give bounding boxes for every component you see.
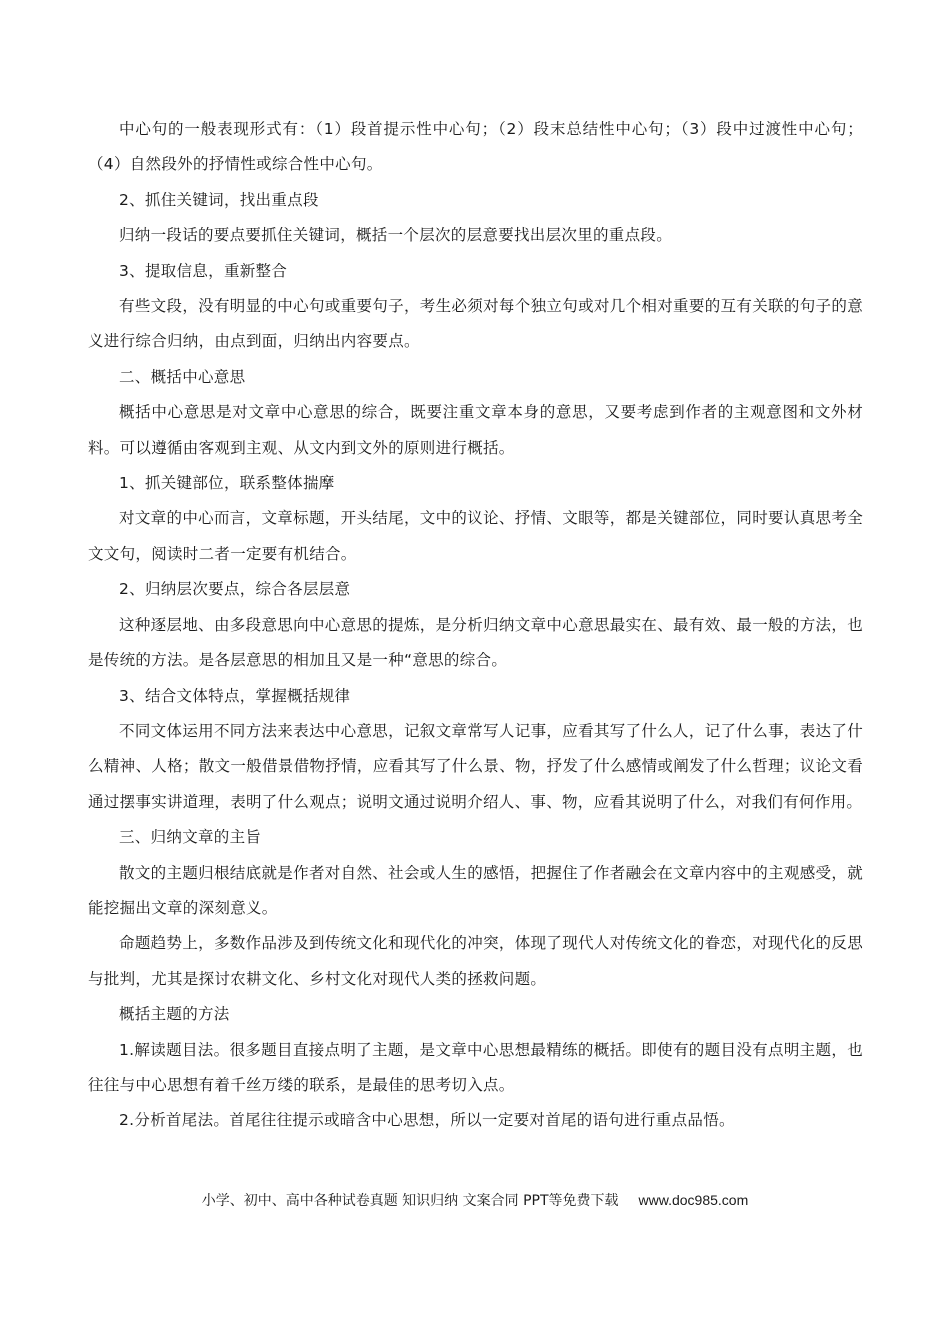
paragraph-method-title: 1.解读题目法。很多题目直接点明了主题，是文章中心思想最精练的概括。即使有的题目没有点明主题，也往往与中心思想有着千丝万缕的联系，是最佳的思考切入点。 — [88, 1040, 863, 1094]
footer-text: 小学、初中、高中各种试卷真题 知识归纳 文案合同 PPT等免费下载 — [201, 1193, 619, 1209]
heading-theme-methods: 概括主题的方法 — [119, 1005, 230, 1024]
section-heading-main-idea: 三、归纳文章的主旨 — [119, 828, 262, 847]
heading-genre-features: 3、结合文体特点，掌握概括规律 — [119, 686, 351, 705]
section-heading-central-meaning: 二、概括中心意思 — [119, 367, 246, 386]
heading-keywords: 2、抓住关键词，找出重点段 — [119, 190, 319, 209]
heading-extract-info: 3、提取信息，重新整合 — [119, 261, 288, 280]
paragraph-summarize-layers: 这种逐层地、由多段意思向中心意思的提炼，是分析归纳文章中心意思最实在、最有效、最一般的方法，也是传统的方法。是各层意思的相加且又是一种“意思的综合。 — [88, 615, 863, 670]
page-footer — [0, 1188, 950, 1213]
paragraph-trends: 命题趋势上，多数作品涉及到传统文化和现代化的冲突，体现了现代人对传统文化的眷恋，对现代化的反思与批判，尤其是探讨农耕文化、乡村文化对现代人类的拯救问题。 — [88, 934, 863, 988]
heading-key-parts: 1、抓关键部位，联系整体揣摩 — [119, 474, 335, 493]
body-text — [88, 112, 863, 1139]
footer-url-link[interactable]: www.doc985.com — [638, 1192, 749, 1208]
paragraph-central-meaning: 概括中心意思是对文章中心意思的综合，既要注重文章本身的意思，又要考虑到作者的主观意图和文外材料。可以遵循由客观到主观、从文内到文外的原则进行概括。 — [88, 403, 863, 457]
paragraph-key-parts: 对文章的中心而言，文章标题，开头结尾，文中的议论、抒情、文眼等，都是关键部位，同时要认真思考全文文句，阅读时二者一定要有机结合。 — [88, 509, 863, 563]
paragraph-center-sentence-forms: 中心句的一般表现形式有：（1）段首提示性中心句；（2）段末总结性中心句；（3）段中过渡性中心句；（4）自然段外的抒情性或综合性中心句。 — [88, 120, 863, 174]
paragraph-essay-theme: 散文的主题归根结底就是作者对自然、社会或人生的感悟，把握住了作者融会在文章内容中的主观感受，就能挖掘出文章的深刻意义。 — [88, 863, 863, 917]
paragraph-genre-features: 不同文体运用不同方法来表达中心意思，记叙文章常写人记事，应看其写了什么人，记了什么事，表达了什么精神、人格；散文一般借景借物抒情，应看其写了什么景、物，抒发了什么感情或阐发了什么哲理；议论文看通过摆事实讲道理，表明了什么观点；说明文通过说明介绍人、事、物，应看其说明了什么，对我们有何作用。 — [88, 721, 863, 811]
paragraph-extract-info: 有些文段，没有明显的中心句或重要句子，考生必须对每个独立句或对几个相对重要的互有关联的句子的意义进行综合归纳，由点到面，归纳出内容要点。 — [88, 297, 863, 351]
heading-summarize-layers: 2、归纳层次要点，综合各层层意 — [119, 580, 351, 599]
paragraph-method-beginning-end: 2.分析首尾法。首尾往往提示或暗含中心思想，所以一定要对首尾的语句进行重点品悟。 — [119, 1111, 735, 1130]
paragraph-keywords: 归纳一段话的要点要抓住关键词，概括一个层次的层意要找出层次里的重点段。 — [119, 226, 673, 245]
